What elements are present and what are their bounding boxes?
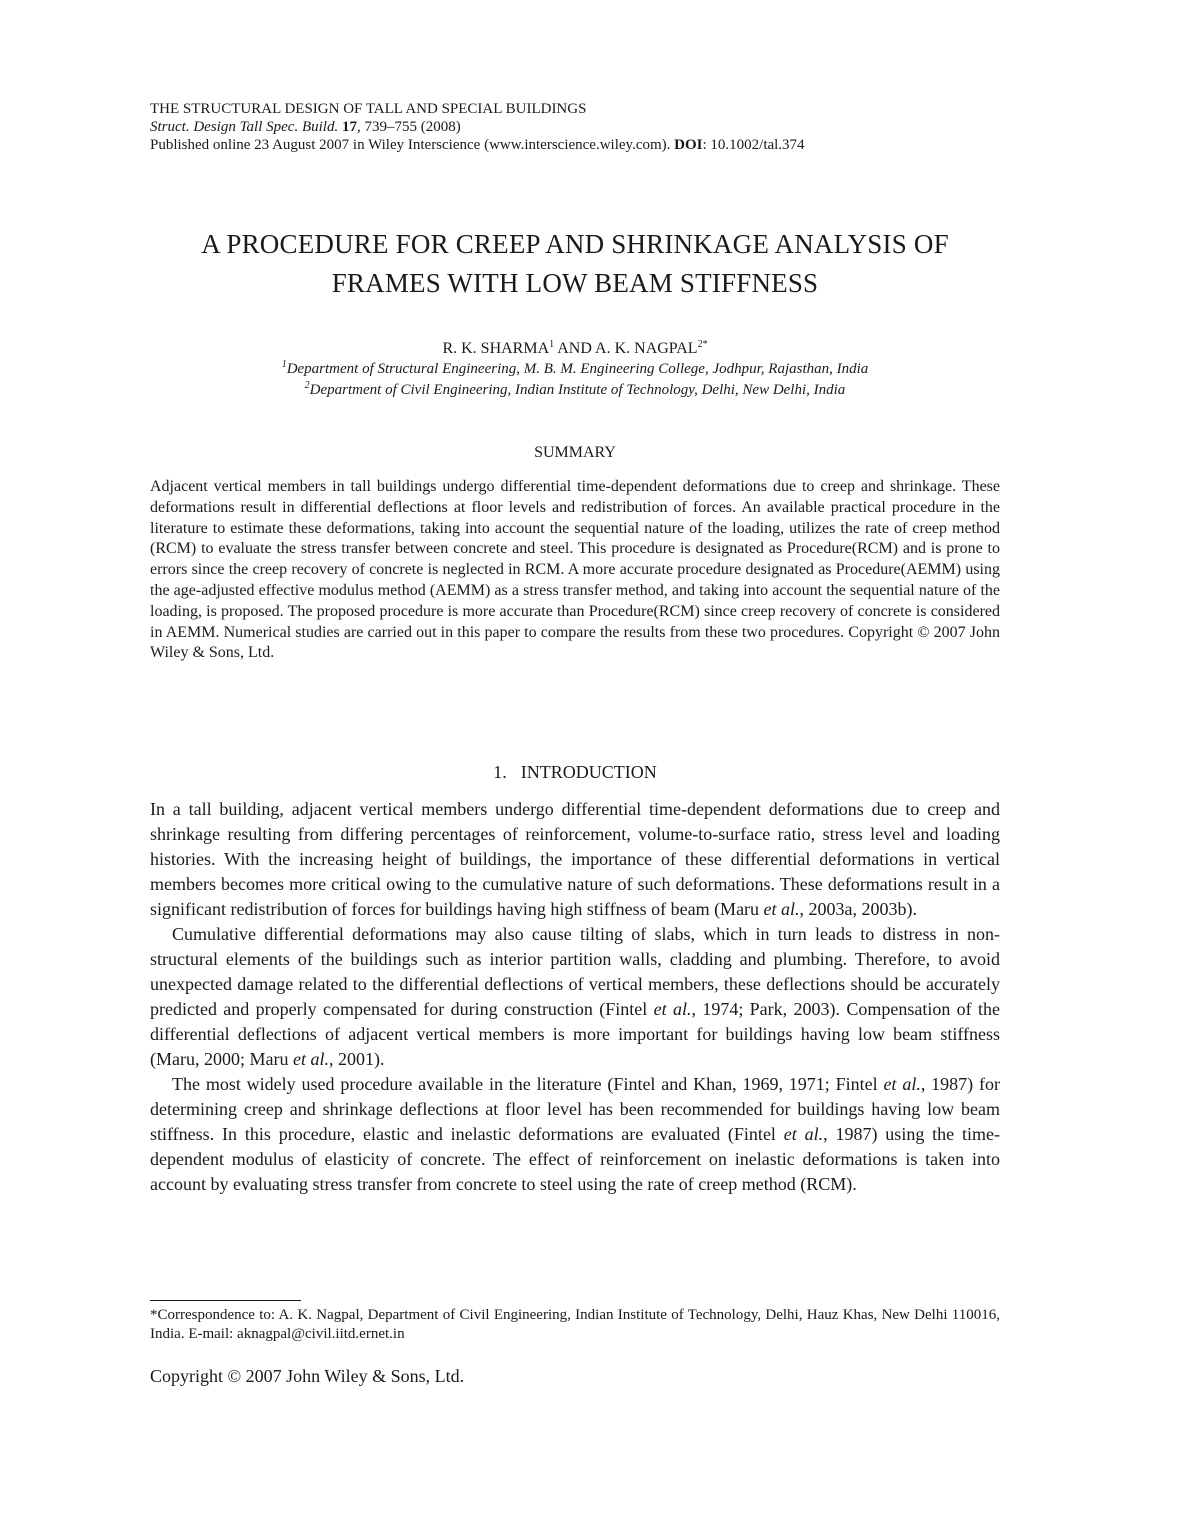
title-line-2: FRAMES WITH LOW BEAM STIFFNESS [331, 268, 819, 298]
affiliation-2-text: Department of Civil Engineering, Indian Institute of Technology, Delhi, New Delhi, India [309, 382, 846, 398]
intro-p2-etal-1: et al. [653, 999, 692, 1019]
summary-text: Adjacent vertical members in tall buildings undergo differential time-dependent deformations due to creep and shrinkage. These deformations result in differential deflections at floor levels and redistribution of forces. An available practical procedure in the literature to estimate these deformations, taking into account the sequential nature of the loading, utilizes the rate of creep method (RCM) to evaluate the stress transfer between concrete and steel. This procedure is designated as Procedure(RCM) and is prone to errors since the creep recovery of concrete is neglected in RCM. A more accurate procedure designated as Procedure(AEMM) using the age-adjusted effective modulus method (AEMM) as a stress transfer method, and taking into account the sequential nature of the loading, is proposed. The proposed procedure is more accurate than Procedure(RCM) since creep recovery of concrete is considered in AEMM. Numerical studies are carried out in this paper to compare the results from these two procedures. Copyright © 2007 John Wiley & Sons, Ltd. [150, 478, 1000, 662]
intro-paragraph-2 [150, 922, 1000, 1072]
journal-pages: , 739–755 (2008) [356, 119, 461, 135]
intro-p3-text-c: , 1987) using the time-dependent modulus of elasticity of concrete. The effect of reinforcement on inelastic deformations is taken into account by evaluating stress transfer from concrete to steel using the rate of creep method (RCM). [150, 1124, 1000, 1194]
doi-value: : 10.1002/tal.374 [702, 137, 805, 153]
paper-title [150, 225, 1000, 303]
affiliation-1 [150, 359, 1000, 380]
section-number: 1. [493, 762, 507, 782]
intro-p2-text-c: , 2001). [328, 1049, 385, 1069]
affiliation-1-text: Department of Structural Engineering, M. B. M. Engineering College, Jodhpur, Rajasthan, India [286, 361, 869, 377]
intro-p2-etal-2: et al. [292, 1049, 329, 1069]
intro-paragraph-1 [150, 797, 1000, 922]
intro-p2-text-b: , 1974; Park, 2003). Compensation of the differential deflections of adjacent vertical members is more important for buildings having low beam stiffness (Maru, 2000; Maru [150, 999, 1001, 1069]
intro-p1-text-a: In a tall building, adjacent vertical members undergo differential time-dependent deformations due to creep and shrinkage resulting from differing percentages of reinforcement, volume-to-surface ratio, stress level and loading histories. With the increasing height of buildings, the importance of these differential deformations in vertical members becomes more critical owing to the cumulative nature of such deformations. These deformations result in a significant redistribution of forces for buildings having high stiffness of beam (Maru [150, 799, 1000, 919]
doi-label: DOI [674, 137, 703, 153]
author-1-sup: 1 [549, 339, 555, 350]
intro-p1-text-b: , 2003a, 2003b). [799, 899, 918, 919]
correspondence-footnote: *Correspondence to: A. K. Nagpal, Department of Civil Engineering, Indian Institute of Technology, Delhi, Hauz Khas, New Delhi 110016, India. E-mail: aknagpal@civil.iitd.ernet.in [150, 1307, 1000, 1342]
intro-p1-etal: et al. [763, 899, 800, 919]
publication-text: Published online 23 August 2007 in Wiley Interscience (www.interscience.wiley.com). [150, 137, 675, 153]
journal-citation [150, 118, 805, 136]
journal-abbrev: Struct. Design Tall Spec. Build. [150, 119, 339, 135]
intro-p3-etal-2: et al. [783, 1124, 824, 1144]
title-line-1: A PROCEDURE FOR CREEP AND SHRINKAGE ANALYSIS OF [201, 229, 949, 259]
author-line [150, 338, 1000, 359]
intro-p2-text-a: Cumulative differential deformations may also cause tilting of slabs, which in turn leads to distress in non-structural elements of the buildings such as interior partition walls, cladding and plumbing. Therefore, to avoid unexpected damage related to the differential deflections of vertical members, these deflections should be accurately predicted and properly compensated for during construction (Fintel [150, 924, 1000, 1019]
journal-header [150, 100, 805, 154]
affiliation-1-sup: 1 [281, 359, 287, 370]
section-heading-introduction [150, 762, 1000, 783]
intro-p3-text-b: , 1987) for determining creep and shrinkage deflections at floor level has been recommended for buildings having low beam stiffness. In this procedure, elastic and inelastic deformations are evaluated (Fintel [150, 1074, 1000, 1144]
intro-p3-etal-1: et al. [883, 1074, 921, 1094]
author-conjunction: AND [554, 340, 596, 357]
affiliation-2-sup: 2 [304, 380, 310, 391]
journal-volume: 17 [341, 119, 357, 135]
author-2: A. K. NAGPAL [595, 340, 698, 357]
section-title: INTRODUCTION [520, 762, 657, 782]
author-1: R. K. SHARMA [442, 340, 550, 357]
copyright-notice: Copyright © 2007 John Wiley & Sons, Ltd. [150, 1366, 465, 1386]
intro-p3-text-a: The most widely used procedure available in the literature (Fintel and Khan, 1969, 1971; Fintel [172, 1074, 884, 1094]
affiliation-2 [150, 380, 1000, 401]
intro-paragraph-3 [150, 1072, 1000, 1197]
author-2-sup: 2* [697, 339, 708, 350]
introduction-body [150, 797, 1000, 1197]
author-block [150, 338, 1000, 401]
publication-info [150, 136, 805, 154]
summary-heading: SUMMARY [534, 444, 616, 461]
journal-name: THE STRUCTURAL DESIGN OF TALL AND SPECIAL BUILDINGS [150, 101, 587, 117]
footnote-divider [150, 1300, 301, 1301]
